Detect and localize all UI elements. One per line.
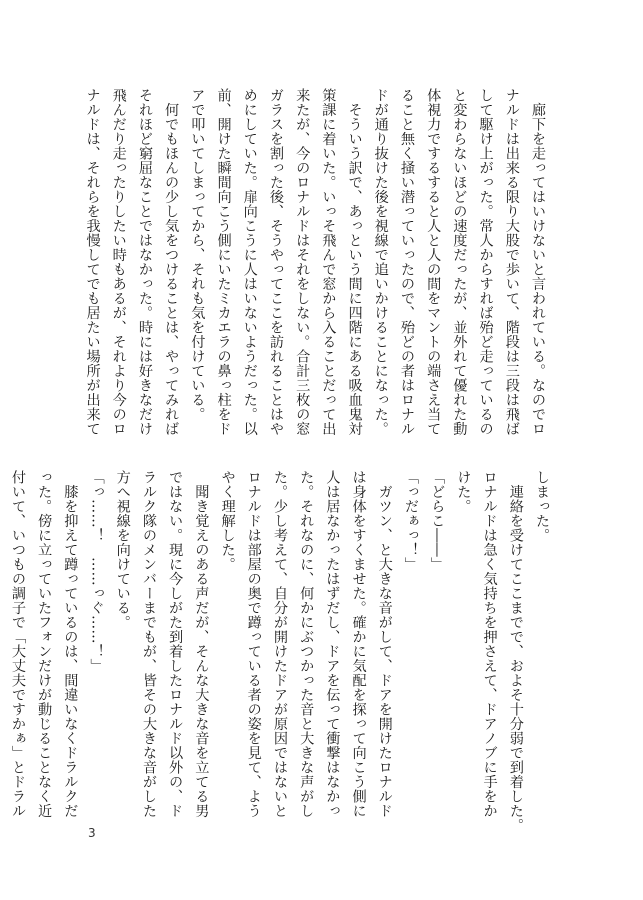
text-line: ラルク隊のメンバーまでもが、皆その大きな音がした [140,470,157,818]
text-line: 何でもほんの少し気をつけることは、やってみれば [163,88,180,436]
text-line: ロナルドは部屋の奥で蹲っている者の姿を見て、よう [245,470,262,818]
text-line: と変わらないほどの速度だったが、並外れて優れた動 [451,88,468,436]
text-line: ではない。現に今しがた到着したロナルド以外の、ド [167,470,184,818]
text-line: それほど窮屈なことではなかった。時には好きなだけ [136,88,153,436]
text-line: しまった。 [534,470,550,543]
text-line: た。それなのに、何かにぶつかった音と大きな声がし [298,470,315,818]
text-line: けた。 [455,470,472,514]
text-line: ガツン、と大きな音がして、ドアを開けたロナルド [376,470,393,818]
text-line: 膝を抑えて蹲っているのは、間違いなくドラルクだ [62,470,79,818]
text-line: 「どらこ――」 [429,470,446,572]
text-line: 「っ……！ ……っぐ……！」 [88,470,105,673]
text-line: ロナルドは急く気持ちを押さえて、ドアノブに手をか [481,470,498,818]
text-line: 体視力でするすると人と人の間をマントの端さえ当て [425,88,442,436]
text-line: 前、開けた瞬間向こう側にいたミカエラの鼻っ柱をド [215,88,232,436]
text-line: 人は居なかったはずだし、ドアを伝って衝撃はなかっ [324,470,341,818]
text-block-top [79,88,551,436]
text-line: 方へ視線を向けている。 [114,470,131,630]
text-line: アで叩いてしまってから、それも気を付けている。 [189,88,206,422]
text-line: ナルドは、それらを我慢してでも居たい場所が出来て [84,88,101,436]
text-line: めにしていた。扉向こうに人はいないようだった。以 [241,88,258,436]
text-line: 連絡を受けてここまでで、およそ十分弱で到着した。 [507,470,524,833]
text-line: 「っだぁっ！」 [402,470,419,572]
page-number: 3 [88,826,96,840]
text-line: 廊下を走ってはいけないと言われている。なのでロ [530,88,546,436]
text-line: た。少し考えて、自分が開けたドアが原因ではないと [271,470,288,818]
text-block-bottom [5,470,555,833]
text-line: ナルドは出来る限り大股で歩いて、階段は三段は飛ば [503,88,520,436]
text-line: ること無く掻い潜っていったので、殆どの者はロナル [398,88,415,436]
text-line: 飛んだり走ったりしたい時もあるが、それより今のロ [110,88,127,436]
text-line: そういう訳で、あっという間に四階にある吸血鬼対 [346,88,363,436]
text-line: 来たが、今のロナルドはそれをしない。合計三枚の窓 [294,88,311,436]
text-line: った。傍に立っていたフォンだけが動じることなく近 [36,470,53,818]
text-line: して駆け上がった。常人からすれば殆ど走っているの [477,88,494,436]
text-line: 策課に着いた。いっそ飛んで窓から入ることだって出 [320,88,337,436]
text-line: 付いて、いつもの調子で「大丈夫ですかぁ」とドラル [9,470,26,818]
text-line: 聞き覚えのある声だが、そんな大きな音を立てる男 [193,470,210,818]
text-line: は身体をすくませた。確かに気配を探って向こう側に [350,470,367,818]
text-line: ガラスを割った後、そうやってここを訪れることはや [267,88,284,436]
text-line: ドが通り抜けた後を視線で追いかけることになった。 [372,88,389,436]
text-line: やく理解した。 [219,470,236,572]
